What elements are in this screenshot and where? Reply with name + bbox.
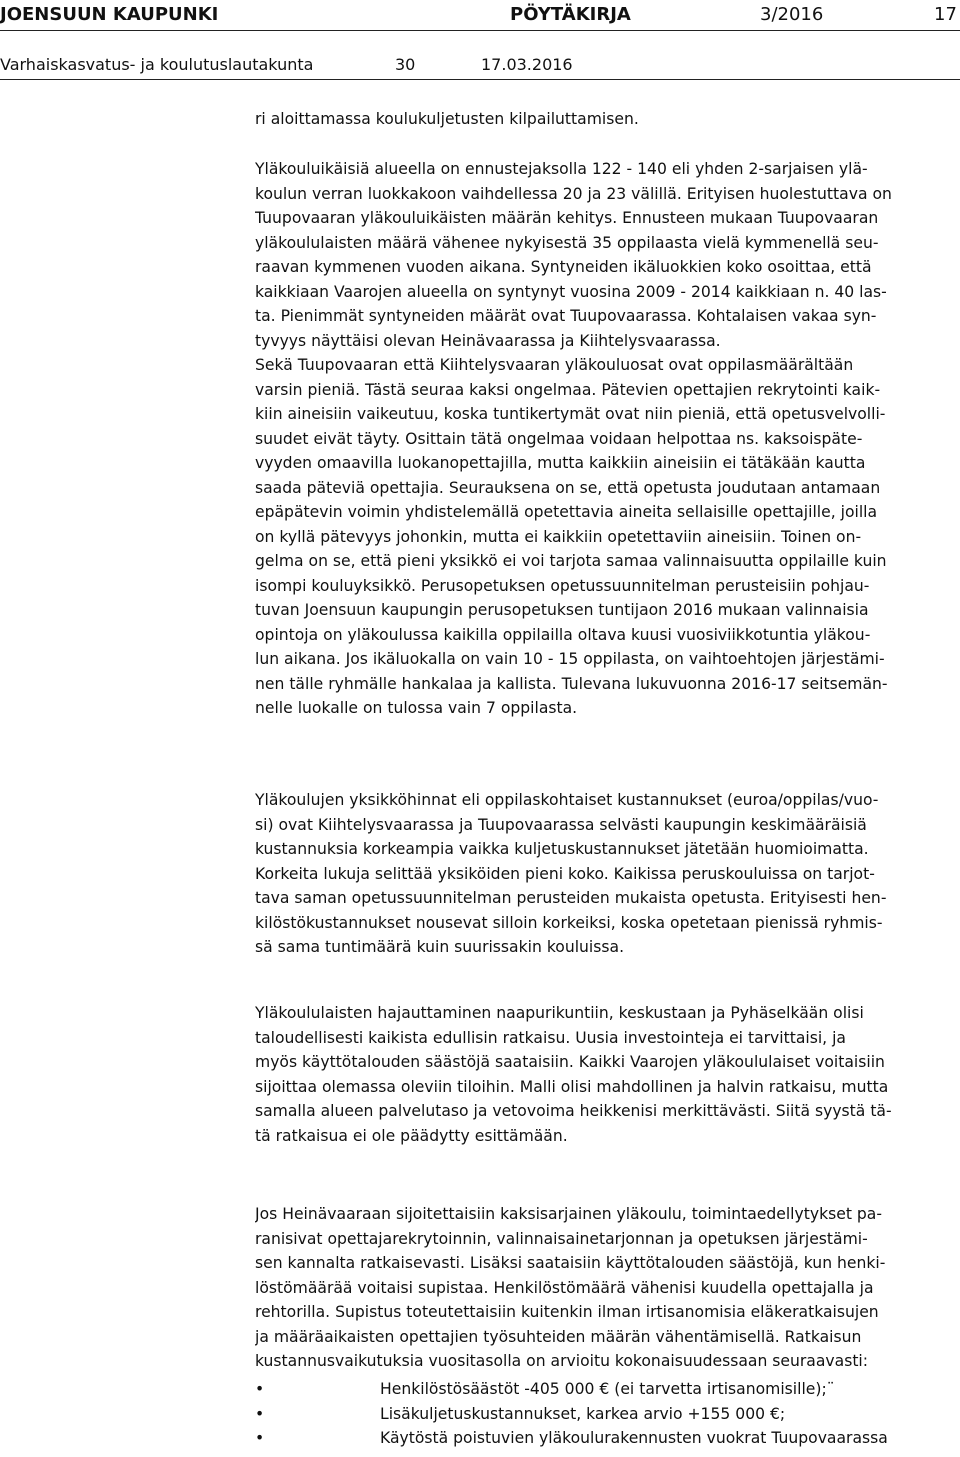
text-line: Jos Heinävaaraan sijoitettaisiin kaksisarjainen yläkoulu, toimintaedellytykset pa- bbox=[255, 1205, 882, 1223]
bullet-icon: • bbox=[255, 1429, 265, 1447]
text-line: suudet eivät täyty. Osittain tätä ongelmaa voidaan helpottaa ns. kaksoispäte- bbox=[255, 429, 863, 448]
list-item-text: Henkilöstösäästöt -405 000 € (ei tarvetta irtisanomisille);¨ bbox=[380, 1380, 835, 1398]
text-line: samalla alueen palvelutaso ja vetovoima heikkenisi merkittävästi. Siitä syystä tä- bbox=[255, 1102, 892, 1120]
list-item bbox=[255, 1426, 960, 1451]
list-item bbox=[255, 1402, 960, 1427]
page-header bbox=[0, 2, 960, 28]
text-line: kustannusvaikutuksia vuositasolla on arvioitu kokonaisuudessaan seuraavasti: bbox=[255, 1352, 869, 1370]
list-item-text: Lisäkuljetuskustannukset, karkea arvio +155 000 €; bbox=[380, 1404, 786, 1423]
text-line: Yläkoulujen yksikköhinnat eli oppilaskohtaiset kustannukset (euroa/oppilas/vuo- bbox=[255, 791, 879, 809]
bullet-icon: • bbox=[255, 1380, 265, 1398]
text-line: rehtorilla. Supistus toteutettaisiin kuitenkin ilman irtisanomisia eläkeratkaisujen bbox=[255, 1303, 879, 1321]
text-line: ranisivat opettajarekrytoinnin, valinnaisainetarjonnan ja opetuksen järjestämi- bbox=[255, 1229, 868, 1248]
text-line: tuvan Joensuun kaupungin perusopetuksen tuntijaon 2016 mukaan valinnaisia bbox=[255, 601, 869, 619]
text-line: tä ratkaisua ei ole päädytty esittämään. bbox=[255, 1126, 568, 1145]
paragraph-continuation bbox=[255, 107, 960, 132]
organization-name: JOENSUUN KAUPUNKI bbox=[0, 4, 219, 25]
text-line: saada päteviä opettajia. Seurauksena on se, että opetusta joudutaan antamaan bbox=[255, 478, 881, 497]
text-line: opintoja on yläkoulussa kaikilla oppilailla oltava kuusi vuosiviikkotuntia yläkou- bbox=[255, 625, 871, 644]
text-line: gelma on se, että pieni yksikkö ei voi tarjota samaa valinnaisuutta oppilaille kuin bbox=[255, 552, 887, 570]
text-line: kiin aineisiin vaikeutuu, koska tuntikertymät ovat niin pieniä, että opetusvelvolli- bbox=[255, 405, 886, 423]
text-line: si) ovat Kiihtelysvaarassa ja Tuupovaarassa selvästi kaupungin keskimääräisiä bbox=[255, 815, 867, 834]
document-number: 3/2016 bbox=[760, 4, 824, 25]
text-line: Korkeita lukuja selittää yksiköiden pieni koko. Kaikissa peruskouluissa on tarjot- bbox=[255, 864, 875, 883]
committee-name: Varhaiskasvatus- ja koulutuslautakunta bbox=[0, 55, 314, 74]
list-item-text: Käytöstä poistuvien yläkoulurakennusten vuokrat Tuupovaarassa bbox=[380, 1429, 888, 1447]
text-line: yläkoululaisten määrä vähenee nykyisestä 35 oppilaasta vielä kymmenellä seu- bbox=[255, 233, 879, 252]
text-line: nen tälle ryhmälle hankalaa ja kallista. Tulevana lukuvuonna 2016-17 seitsemän- bbox=[255, 674, 888, 693]
cost-impact-list bbox=[255, 1377, 960, 1451]
paragraph-enrollment-forecast bbox=[255, 157, 960, 721]
text-line: kilöstökustannukset nousevat silloin korkeiksi, koska opetetaan pienissä ryhmis- bbox=[255, 913, 883, 932]
text-line: sen kannalta ratkaisevasti. Lisäksi saataisiin käyttötalouden säästöjä, kun henki- bbox=[255, 1254, 886, 1272]
text-line: ri aloittamassa koulukuljetusten kilpailuttamisen. bbox=[255, 110, 639, 128]
text-line: myös käyttötalouden säästöjä saataisiin. Kaikki Vaarojen yläkoululaiset voitaisiin bbox=[255, 1053, 885, 1071]
text-line: nelle luokalle on tulossa vain 7 oppilasta. bbox=[255, 699, 578, 717]
text-line: löstömäärää voitaisi supistaa. Henkilöstömäärä vähenisi kuudella opettajalla ja bbox=[255, 1278, 874, 1297]
text-line: lun aikana. Jos ikäluokalla on vain 10 - 15 oppilasta, on vaihtoehtojen järjestämi- bbox=[255, 650, 885, 668]
text-line: kaikkiaan Vaarojen alueella on syntynyt vuosina 2009 - 2014 kaikkiaan n. 40 las- bbox=[255, 282, 887, 301]
text-line: isompi kouluyksikkö. Perusopetuksen opetussuunnitelman perusteisiin pohjau- bbox=[255, 576, 870, 595]
text-line: varsin pieniä. Tästä seuraa kaksi ongelmaa. Pätevien opettajien rekrytointi kaik- bbox=[255, 380, 881, 399]
paragraph-heinavaara-option bbox=[255, 1202, 960, 1374]
text-line: vyyden omaavilla luokanopettajilla, mutta kaikkiin aineisiin ei tätäkään kautta bbox=[255, 454, 866, 472]
page-subheader bbox=[0, 52, 960, 78]
text-line: ja määräaikaisten opettajien työsuhteiden määrän vähentämisellä. Ratkaisun bbox=[255, 1327, 862, 1346]
text-line: epäpätevin voimin yhdistelemällä opetettavia aineita sellaisille opettajille, joilla bbox=[255, 503, 878, 521]
text-line: Yläkouluikäisiä alueella on ennustejaksolla 122 - 140 eli yhden 2-sarjaisen ylä- bbox=[255, 160, 868, 178]
text-line: raavan kymmenen vuoden aikana. Syntyneiden ikäluokkien koko osoittaa, että bbox=[255, 258, 872, 276]
header-rule-bottom bbox=[0, 79, 960, 80]
text-line: tyvyys näyttäisi olevan Heinävaarassa ja Kiihtelysvaarassa. bbox=[255, 331, 721, 350]
text-line: on kyllä pätevyys johonkin, mutta ei kaikkiin opetettaviin aineisiin. Toinen on- bbox=[255, 527, 862, 546]
text-line: koulun verran luokkakoon vaihdellessa 20 ja 23 välillä. Erityisen huolestuttava on bbox=[255, 184, 892, 203]
text-line: Tuupovaaran yläkouluikäisten määrän kehitys. Ennusteen mukaan Tuupovaaran bbox=[255, 209, 879, 227]
paragraph-decentralization bbox=[255, 1001, 960, 1148]
document-type: PÖYTÄKIRJA bbox=[510, 4, 631, 25]
paragraph-unit-costs bbox=[255, 788, 960, 960]
text-line: sä sama tuntimäärä kuin suurissakin kouluissa. bbox=[255, 938, 625, 956]
header-rule-top bbox=[0, 30, 960, 31]
text-line: sijoittaa olemassa oleviin tiloihin. Malli olisi mahdollinen ja halvin ratkaisu, mutta bbox=[255, 1077, 889, 1096]
text-line: Sekä Tuupovaaran että Kiihtelysvaaran yläkouluosat ovat oppilasmäärältään bbox=[255, 356, 854, 374]
page-number: 17 bbox=[934, 4, 957, 25]
text-line: tava saman opetussuunnitelman perusteiden mukaista opetusta. Erityisesti hen- bbox=[255, 889, 887, 907]
list-item bbox=[255, 1377, 960, 1402]
text-line: Yläkoululaisten hajauttaminen naapurikuntiin, keskustaan ja Pyhäselkään olisi bbox=[255, 1004, 864, 1022]
bullet-icon: • bbox=[255, 1404, 265, 1423]
meeting-date: 17.03.2016 bbox=[481, 55, 573, 74]
text-line: kustannuksia korkeampia vaikka kuljetuskustannukset jätetään huomioimatta. bbox=[255, 840, 869, 858]
section-number: 30 bbox=[395, 55, 416, 74]
text-line: taloudellisesti kaikista edullisin ratkaisu. Uusia investointeja ei tarvittaisi, ja bbox=[255, 1028, 846, 1047]
text-line: ta. Pienimmät syntyneiden määrät ovat Tuupovaarassa. Kohtalaisen vakaa syn- bbox=[255, 307, 877, 325]
